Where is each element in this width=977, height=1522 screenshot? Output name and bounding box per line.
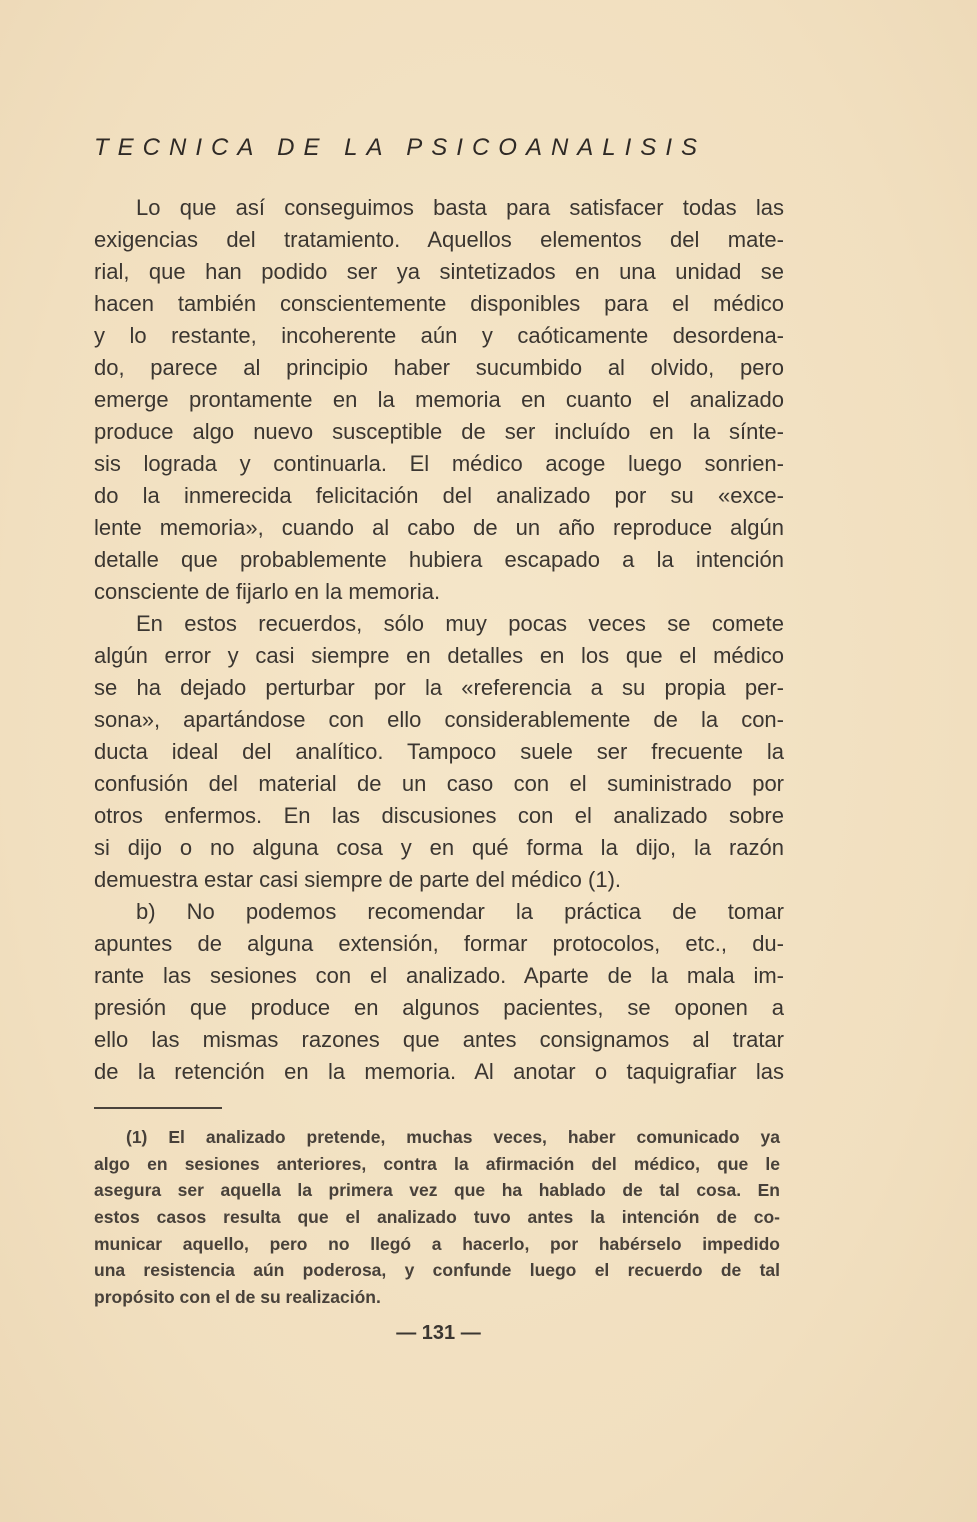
footnote-line: propósito con el de su realización. (94, 1287, 381, 1308)
text-line: emerge prontamente en la memoria en cuanto el analizado (94, 387, 784, 412)
text-line: lente memoria», cuando al cabo de un año reproduce algún (94, 515, 784, 540)
text-line: sona», apartándose con ello considerablemente de la con- (94, 707, 784, 732)
footnote-line: estos casos resulta que el analizado tuvo antes la intención de co- (94, 1207, 780, 1228)
text-line: En estos recuerdos, sólo muy pocas veces se comete (136, 611, 784, 636)
text-line: ello las mismas razones que antes consignamos al tratar (94, 1027, 784, 1052)
footnote-line: municar aquello, pero no llegó a hacerlo, por habérselo impedido (94, 1233, 780, 1254)
text-line: do, parece al principio haber sucumbido al olvido, pero (94, 355, 784, 380)
footnote-line: algo en sesiones anteriores, contra la afirmación del médico, que le (94, 1153, 780, 1174)
text-line: se ha dejado perturbar por la «referencia a su propia per- (94, 675, 784, 700)
text-line: ducta ideal del analítico. Tampoco suele ser frecuente la (94, 739, 784, 764)
text-line: produce algo nuevo susceptible de ser incluído en la sínte- (94, 419, 784, 444)
text-line: de la retención en la memoria. Al anotar o taquigrafiar las (94, 1059, 784, 1084)
text-line: y lo restante, incoherente aún y caóticamente desordena- (94, 323, 784, 348)
text-line: exigencias del tratamiento. Aquellos elementos del mate- (94, 227, 784, 252)
text-line: rante las sesiones con el analizado. Aparte de la mala im- (94, 963, 784, 988)
footnote-line: (1) El analizado pretende, muchas veces, haber comunicado ya (126, 1127, 780, 1147)
text-line: si dijo o no alguna cosa y en qué forma la dijo, la razón (94, 835, 784, 860)
text-line: hacen también conscientemente disponibles para el médico (94, 291, 784, 316)
text-line: algún error y casi siempre en detalles en los que el médico (94, 643, 784, 668)
text-line: do la inmerecida felicitación del analizado por su «exce- (94, 483, 784, 508)
footnote-line: asegura ser aquella la primera vez que ha hablado de tal cosa. En (94, 1180, 780, 1201)
text-line: presión que produce en algunos pacientes, se oponen a (94, 995, 784, 1020)
text-line: detalle que probablemente hubiera escapado a la intención (94, 547, 784, 572)
text-line: demuestra estar casi siempre de parte del médico (1). (94, 867, 622, 892)
text-line: b) No podemos recomendar la práctica de tomar (136, 899, 784, 924)
text-line: Lo que así conseguimos basta para satisfacer todas las (136, 195, 784, 220)
text-line: confusión del material de un caso con el suministrado por (94, 771, 784, 796)
running-title: TECNICA DE LA PSICOANALISIS (94, 134, 706, 161)
footnote-line: una resistencia aún poderosa, y confunde luego el recuerdo de tal (94, 1260, 780, 1281)
text-line: otros enfermos. En las discusiones con el analizado sobre (94, 803, 784, 828)
footnote-divider (94, 1107, 222, 1109)
text-line: apuntes de alguna extensión, formar protocolos, etc., du- (94, 931, 784, 956)
body-text (94, 192, 784, 1088)
page-number: — 131 — (396, 1322, 481, 1344)
text-line: consciente de fijarlo en la memoria. (94, 579, 441, 604)
text-line: sis lograda y continuarla. El médico acoge luego sonrien- (94, 451, 784, 476)
text-line: rial, que han podido ser ya sintetizados en una unidad se (94, 259, 784, 284)
footnote (94, 1124, 780, 1311)
